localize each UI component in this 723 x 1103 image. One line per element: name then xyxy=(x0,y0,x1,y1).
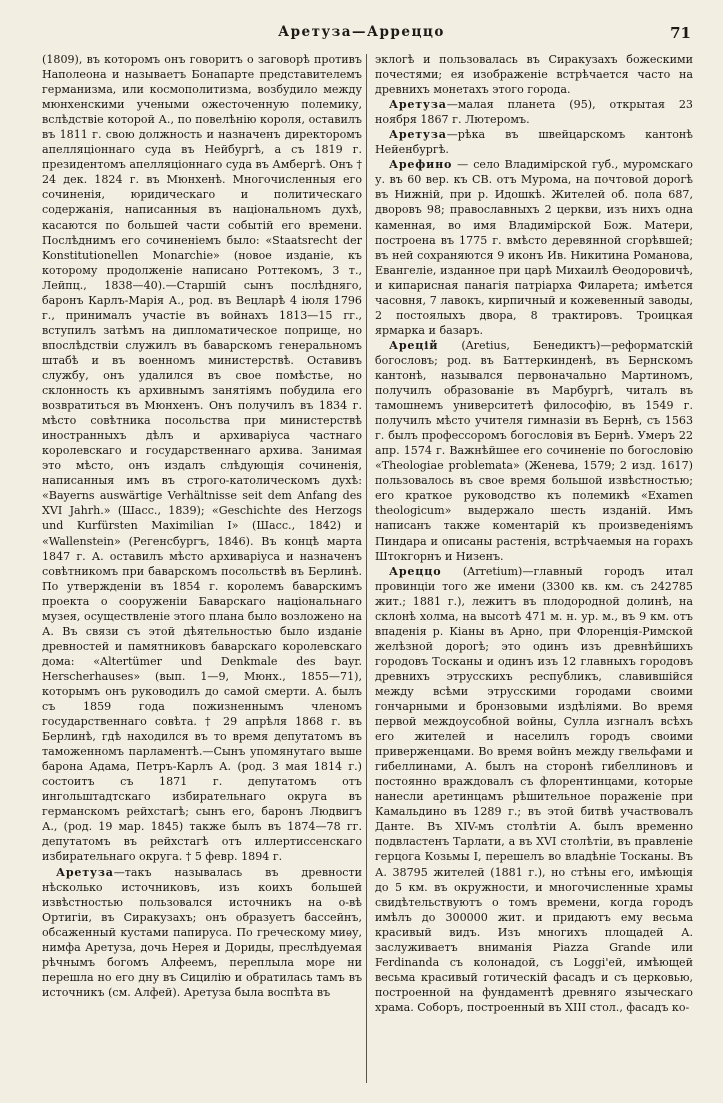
entry-body: (Arretium)—главный городъ итал провинціи того же имени (3300 кв. км. съ 242785 жит.; 1881 г.), лежитъ въ плодородной долинѣ, на склонѣ холма, на высотѣ 471 м. н. ур. м., въ 9 км. отъ впаденія р. Кіаны въ Арно, при Флоренція-Римской желѣзной дорогѣ; это одинъ изъ древнѣйшихъ городовъ Тосканы и одинъ изъ 12 главныхъ городовъ древнихъ этрусскихъ республикъ, славившійся между всѣми этрусскими городами своими гончарными и бронзовыми издѣліями. Во время первой междоусобной войны, Сулла изгналъ всѣхъ его жителей и населилъ городъ своими приверженцами. Во время войнъ между гвельфами и гибеллинами, А. былъ на сторонѣ гибеллиновъ и постоянно враждовалъ съ флорентинцами, которые нанесли аретинцамъ рѣшительное пораженіе при Камальдино въ 1289 г.; въ этой битвѣ участвовалъ Данте. Въ XIV-мъ столѣтіи А. былъ временно подвластенъ Тарлати, а въ XVI столѣтіи, въ правленіе герцога Козьмы I, перешелъ во владѣніе Тосканы. Въ А. 38795 жителей (1881 г.), но стѣны его, имѣющія до 5 км. въ окружности, и многочисленные храмы свидѣтельствуютъ о томъ времени, когда городъ имѣлъ до 300000 жит. и придаютъ ему весьма красивый видъ. Изъ многихъ площадей А. заслуживаетъ вниманія Piazza Grande или Ferdinanda съ колонадой, съ Loggi'ей, имѣющей весьма красивый готическій фасадъ и съ церковью, построенной на фундаментѣ древняго языческаго храма. Соборъ, построенный въ XIII стол., фасадъ ко- xyxy=(375,564,693,1014)
left-column xyxy=(42,52,362,1089)
entry-body: —такъ называлась въ древности нѣсколько источниковъ, изъ коихъ большей извѣстностью пользовался источникъ на о-вѣ Ортигіи, въ Сиракузахъ; онъ образуетъ бассейнъ, обсаженный кустами папируса. По греческому миѳу, нимфа Аретуза, дочь Нерея и Дориды, преслѣдуемая рѣчнымъ богомъ Алфеемъ, переплыла море ни перешла но его дну въ Сицилію и обратилась тамъ въ источникъ (см. Алфей). Аретуза была воспѣта въ xyxy=(42,865,362,999)
entry-headword: Арецій xyxy=(389,338,439,352)
entry-aretius xyxy=(375,338,693,564)
running-title: Аретуза—Арреццо xyxy=(278,24,445,40)
entry-headword: Ареццо xyxy=(389,564,442,578)
entry-body: — село Владимірской губ., муромскаго у. въ 60 вер. къ СВ. отъ Мурома, на почтовой дорогѣ въ Нижній, при р. Идошкѣ. Жителей об. пола 687, дворовъ 98; православныхъ 2 церкви, изъ нихъ одна каменная, во имя Владимірской Бож. Матери, построена въ 1775 г. вмѣсто деревянной сгорѣвшей; въ ней сохраняются 9 иконъ Ив. Никитина Романова, Евангеліе, изданное при царѣ Михаилѣ Ѳеодоровичѣ, и кипарисная панагія патріарха Филарета; имѣется часовня, 7 лавокъ, кирпичный и кожевенный заводы, 2 постоялыхъ двора, 8 трактировъ. Троицкая ярмарка и базаръ. xyxy=(375,158,693,337)
entry-aretuza-spring xyxy=(42,865,362,1000)
entry-headword: Арефино xyxy=(389,158,453,172)
entry-body: —малая планета (95), открытая 23 ноября 1867 г. Лютеромъ. xyxy=(375,98,693,127)
entry-arezzo xyxy=(375,564,693,1015)
entry-text xyxy=(375,52,693,97)
entry-body: (Aretius, Бенедиктъ)—реформатскій богословъ; род. въ Баттеркинденѣ, въ Бернскомъ кантонѣ, назывался первоначально Мартиномъ, получилъ образованіе въ Марбургѣ, читалъ въ тамошнемъ университетѣ философію, въ 1549 г. получилъ мѣсто учителя гимназіи въ Бернѣ, съ 1563 г. былъ профессоромъ богословія въ Бернѣ. Умеръ 22 апр. 1574 г. Важнѣйшее его сочиненіе по богословію «Theologiae problemata» (Женева, 1579; 2 изд. 1617) пользовалось въ свое время большой извѣстностью; его краткое руководство къ полемикѣ «Examen theologicum» выдержало шесть изданій. Имъ написанъ также коментарій къ произведеніямъ Пиндара и описаны растенія, встрѣчаемыя на горахъ Штокгорнъ и Низенъ. xyxy=(375,338,693,563)
column-divider xyxy=(366,54,367,1083)
entry-headword: Аретуза xyxy=(389,98,447,112)
entry-aretuza-river xyxy=(375,127,693,157)
entry-continuation: эклогѣ и пользовалась въ Сиракузахъ божескими почестями; ея изображеніе встрѣчается часто на древнихъ монетахъ этого города. xyxy=(375,53,693,97)
entry-text xyxy=(42,52,362,865)
entry-headword: Аретуза xyxy=(389,128,447,142)
entry-arefino xyxy=(375,157,693,338)
page-number: 71 xyxy=(670,24,691,42)
right-column xyxy=(375,52,693,1089)
entry-aretuza-planet xyxy=(375,97,693,127)
page-header xyxy=(0,24,723,46)
entry-headword: Аретуза xyxy=(56,865,114,879)
entry-continuation: (1809), въ которомъ онъ говоритъ о заговорѣ противъ Наполеона и называетъ Бонапарте представителемъ германизма, или космополитизма, возбудило между мюнхенскими учеными ожесточенную полемику, вслѣдствіе которой А., по повелѣнію короля, оставилъ въ 1811 г. свою должность и назначенъ директоромъ апелляціоннаго суда въ Нейбургѣ, а съ 1819 г. президентомъ апелляціоннаго суда въ Амбергѣ. Онъ † 24 дек. 1824 г. въ Мюнхенѣ. Многочисленныя его сочиненія, юридическаго и политическаго содержанія, написанныя въ національномъ духѣ, касаются по большей части событій его времени. Послѣднимъ его сочиненіемъ было: «Staatsrecht der Konstitutionellen Monarchie» (новое изданіе, къ которому продолженіе написано Роттекомъ, 3 т., Лейпц., 1838—40).—Старшій сынъ послѣдняго, баронъ Карлъ-Марія А., род. въ Вецларѣ 4 іюля 1796 г., принималъ участіе въ войнахъ 1813—15 гг., вступилъ затѣмъ на дипломатическое поприще, но впослѣдствіи служилъ въ баварскомъ генеральномъ штабѣ и въ военномъ министерствѣ. Оставивъ службу, онъ удалился въ свое помѣстье, но склонность къ архивнымъ занятіямъ побудила его возвратиться въ Мюнхенъ. Онъ получилъ въ 1834 г. мѣсто совѣтника посольства при министерствѣ иностранныхъ дѣлъ и архиваріуса частнаго королевскаго и государственнаго архива. Занимая это мѣсто, онъ издалъ слѣдующія сочиненія, написанныя имъ въ строго-католическомъ духѣ: «Bayerns auswärtige Verhältnisse seit dem Anfang des XVI Jahrh.» (Шасс., 1839); «Geschichte des Herzogs und Kurfürsten Maximilian I» (Шасс., 1842) и «Wallenstein» (Регенсбургъ, 1846). Въ концѣ марта 1847 г. А. оставилъ мѣсто архиваріуса и назначенъ совѣтникомъ при баварскомъ посольствѣ въ Берлинѣ. По утвержденіи въ 1854 г. королемъ баварскимъ проекта о сооруженіи Баварскаго національнаго музея, осуществленіе этого плана было возложено на А. Въ связи съ этой дѣятельностью было изданіе древностей и памятниковъ баварскаго королевскаго дома: «Altertümer und Denkmale des bayr. Herscherhauses» (вып. 1—9, Мюнх., 1855—71), которымъ онъ руководилъ до самой смерти. А. былъ съ 1859 года пожизненнымъ членомъ государственнаго совѣта. † 29 апрѣля 1868 г. въ Берлинѣ, гдѣ находился въ то время депутатомъ въ таможенномъ парламентѣ.—Сынъ упомянутаго выше барона Адама, Петръ-Карлъ А. (род. 3 мая 1814 г.) состоитъ съ 1871 г. депутатомъ отъ ингольштадтскаго избирательнаго округа въ германскомъ рейхстагѣ; сынъ его, баронъ Людвигъ А., (род. 19 мар. 1845) также былъ въ 1874—78 гг. депутатомъ въ рейхстагѣ отъ иллертиссенскаго избирательнаго округа. † 5 февр. 1894 г. xyxy=(42,53,362,864)
entry-body: —рѣка въ швейцарскомъ кантонѣ Нейенбургѣ. xyxy=(375,128,693,157)
